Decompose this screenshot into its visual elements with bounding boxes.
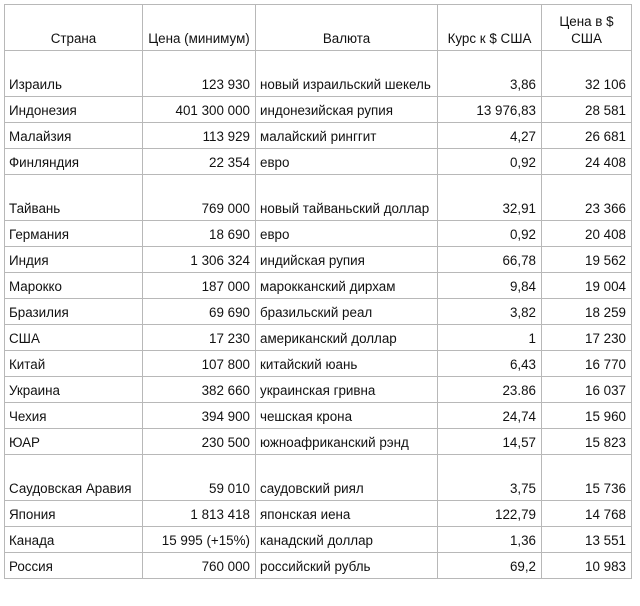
cell-price: 15 995 (+15%) (143, 527, 256, 553)
table-row (5, 501, 632, 527)
table-row (5, 455, 632, 501)
cell-currency: евро (256, 221, 438, 247)
cell-currency: южноафриканский рэнд (256, 429, 438, 455)
cell-rate: 13 976,83 (438, 97, 542, 123)
table-row (5, 273, 632, 299)
cell-rate: 0,92 (438, 221, 542, 247)
table-row (5, 123, 632, 149)
cell-currency: чешская крона (256, 403, 438, 429)
cell-usd-price: 23 366 (542, 175, 632, 221)
cell-rate: 14,57 (438, 429, 542, 455)
cell-currency: китайский юань (256, 351, 438, 377)
cell-usd-price: 32 106 (542, 51, 632, 97)
cell-currency: индийская рупия (256, 247, 438, 273)
cell-rate: 6,43 (438, 351, 542, 377)
cell-currency: саудовский риял (256, 455, 438, 501)
header-currency: Валюта (256, 5, 438, 51)
cell-usd-price: 24 408 (542, 149, 632, 175)
cell-rate: 9,84 (438, 273, 542, 299)
cell-price: 187 000 (143, 273, 256, 299)
table-row (5, 51, 632, 97)
cell-price: 69 690 (143, 299, 256, 325)
cell-usd-price: 15 736 (542, 455, 632, 501)
cell-currency: американский доллар (256, 325, 438, 351)
cell-rate: 1,36 (438, 527, 542, 553)
cell-usd-price: 14 768 (542, 501, 632, 527)
cell-country: Япония (5, 501, 143, 527)
cell-usd-price: 15 960 (542, 403, 632, 429)
cell-currency: японская иена (256, 501, 438, 527)
cell-country: Тайвань (5, 175, 143, 221)
table-row (5, 299, 632, 325)
table-row (5, 527, 632, 553)
cell-country: Израиль (5, 51, 143, 97)
table-header-row (5, 5, 632, 51)
cell-price: 760 000 (143, 553, 256, 579)
cell-country: Финляндия (5, 149, 143, 175)
cell-usd-price: 26 681 (542, 123, 632, 149)
cell-usd-price: 17 230 (542, 325, 632, 351)
cell-price: 22 354 (143, 149, 256, 175)
cell-country: Индия (5, 247, 143, 273)
table-row (5, 97, 632, 123)
cell-country: Китай (5, 351, 143, 377)
cell-price: 394 900 (143, 403, 256, 429)
cell-currency: евро (256, 149, 438, 175)
cell-usd-price: 16 770 (542, 351, 632, 377)
price-comparison-table (4, 4, 632, 579)
cell-rate: 122,79 (438, 501, 542, 527)
cell-usd-price: 28 581 (542, 97, 632, 123)
cell-price: 1 306 324 (143, 247, 256, 273)
cell-usd-price: 19 562 (542, 247, 632, 273)
cell-currency: канадский доллар (256, 527, 438, 553)
header-country: Страна (5, 5, 143, 51)
cell-price: 59 010 (143, 455, 256, 501)
cell-currency: индонезийская рупия (256, 97, 438, 123)
cell-rate: 0,92 (438, 149, 542, 175)
cell-price: 1 813 418 (143, 501, 256, 527)
cell-price: 401 300 000 (143, 97, 256, 123)
table-row (5, 247, 632, 273)
cell-country: Марокко (5, 273, 143, 299)
table-row (5, 325, 632, 351)
cell-rate: 3,75 (438, 455, 542, 501)
cell-price: 769 000 (143, 175, 256, 221)
cell-rate: 66,78 (438, 247, 542, 273)
cell-country: Саудовская Аравия (5, 455, 143, 501)
cell-currency: малайский ринггит (256, 123, 438, 149)
table-row (5, 149, 632, 175)
cell-price: 17 230 (143, 325, 256, 351)
cell-country: Индонезия (5, 97, 143, 123)
header-rate: Курс к $ США (438, 5, 542, 51)
cell-rate: 3,86 (438, 51, 542, 97)
cell-currency: российский рубль (256, 553, 438, 579)
cell-usd-price: 18 259 (542, 299, 632, 325)
header-price: Цена (минимум) (143, 5, 256, 51)
cell-currency: марокканский дирхам (256, 273, 438, 299)
cell-price: 18 690 (143, 221, 256, 247)
table-row (5, 553, 632, 579)
cell-country: ЮАР (5, 429, 143, 455)
cell-country: Германия (5, 221, 143, 247)
table-row (5, 221, 632, 247)
cell-country: Бразилия (5, 299, 143, 325)
cell-rate: 24,74 (438, 403, 542, 429)
table-row (5, 403, 632, 429)
cell-price: 107 800 (143, 351, 256, 377)
cell-currency: украинская гривна (256, 377, 438, 403)
cell-country: США (5, 325, 143, 351)
cell-rate: 69,2 (438, 553, 542, 579)
cell-currency: новый тайваньский доллар (256, 175, 438, 221)
cell-country: Малайзия (5, 123, 143, 149)
cell-rate: 1 (438, 325, 542, 351)
cell-price: 113 929 (143, 123, 256, 149)
table-row (5, 429, 632, 455)
cell-currency: новый израильский шекель (256, 51, 438, 97)
cell-usd-price: 13 551 (542, 527, 632, 553)
cell-rate: 4,27 (438, 123, 542, 149)
cell-country: Россия (5, 553, 143, 579)
cell-rate: 23.86 (438, 377, 542, 403)
table-row (5, 351, 632, 377)
cell-usd-price: 19 004 (542, 273, 632, 299)
cell-currency: бразильский реал (256, 299, 438, 325)
cell-rate: 32,91 (438, 175, 542, 221)
cell-price: 382 660 (143, 377, 256, 403)
cell-country: Канада (5, 527, 143, 553)
cell-usd-price: 16 037 (542, 377, 632, 403)
cell-price: 123 930 (143, 51, 256, 97)
cell-usd-price: 10 983 (542, 553, 632, 579)
header-usd-price: Цена в $ США (542, 5, 632, 51)
cell-rate: 3,82 (438, 299, 542, 325)
cell-country: Чехия (5, 403, 143, 429)
cell-price: 230 500 (143, 429, 256, 455)
table-row (5, 175, 632, 221)
cell-country: Украина (5, 377, 143, 403)
table-row (5, 377, 632, 403)
cell-usd-price: 15 823 (542, 429, 632, 455)
cell-usd-price: 20 408 (542, 221, 632, 247)
